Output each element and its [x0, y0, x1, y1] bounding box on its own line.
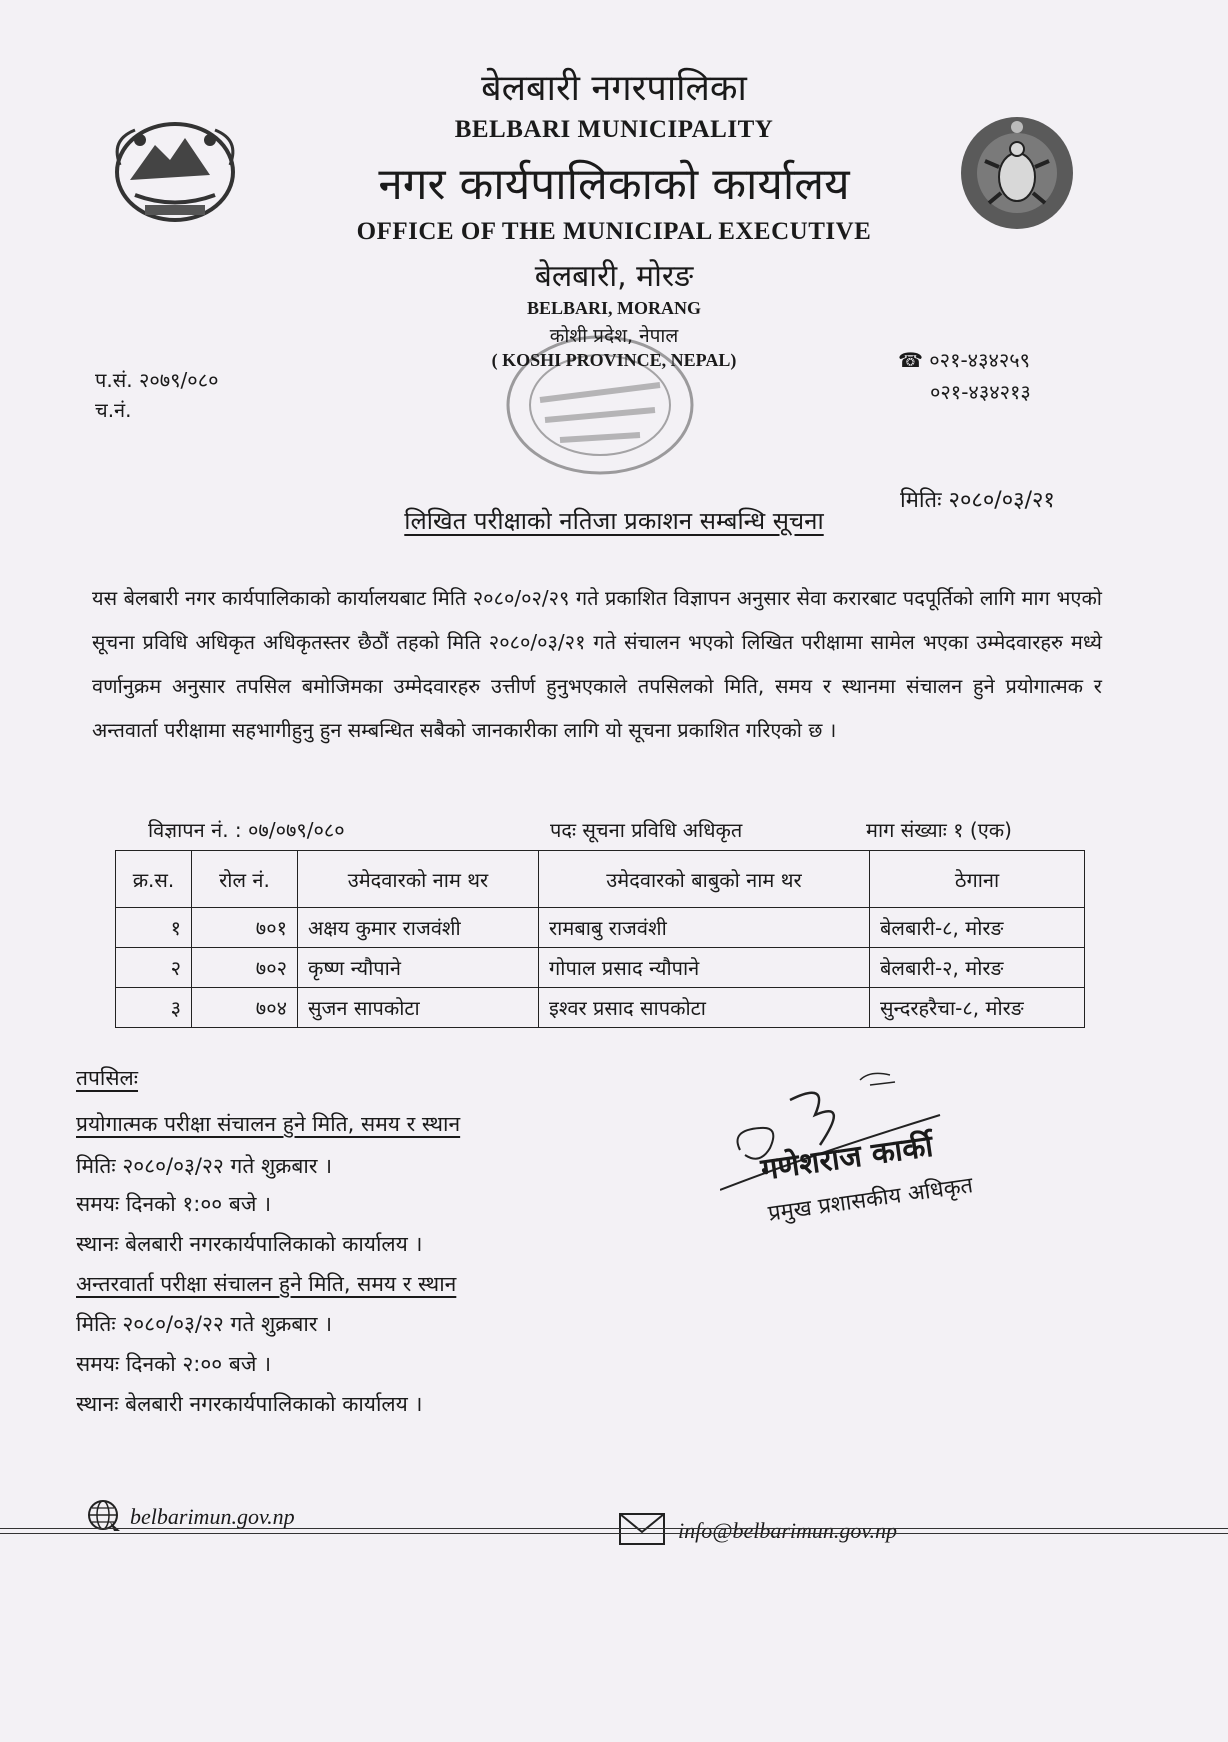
table-row	[116, 948, 1085, 988]
cell-serial: ३	[116, 988, 192, 1028]
office-name-en: OFFICE OF THE MUNICIPAL EXECUTIVE	[356, 218, 872, 245]
province-np: कोशी प्रदेश, नेपाल	[549, 325, 679, 347]
cell-father-name: गोपाल प्रसाद न्यौपाने	[539, 948, 870, 988]
cell-roll: ७०२	[192, 948, 298, 988]
interview-heading: अन्तरवार्ता परीक्षा संचालन हुने मिति, समय र स्थान	[76, 1272, 457, 1296]
cell-address: बेलबारी-८, मोरङ	[870, 908, 1085, 948]
reference-number: प.सं. २०७९/०८०	[95, 368, 219, 392]
signatory-title: प्रमुख प्रशासकीय अधिकृत	[766, 1173, 975, 1227]
cell-candidate-name: कृष्ण न्यौपाने	[298, 948, 539, 988]
practical-heading: प्रयोगात्मक परीक्षा संचालन हुने मिति, समय र स्थान	[76, 1112, 461, 1136]
table-header-row	[116, 851, 1085, 908]
col-roll: रोल नं.	[192, 851, 298, 908]
cell-father-name: इश्वर प्रसाद सापकोटा	[539, 988, 870, 1028]
col-serial: क्र.स.	[116, 851, 192, 908]
municipality-name-np: बेलबारी नगरपालिका	[481, 68, 747, 109]
col-address: ठेगाना	[870, 851, 1085, 908]
table-row	[116, 988, 1085, 1028]
col-candidate-name: उमेदवारको नाम थर	[298, 851, 539, 908]
email-link[interactable]: info@belbarimun.gov.np	[678, 1518, 898, 1543]
cell-address: बेलबारी-२, मोरङ	[870, 948, 1085, 988]
demand-count: माग संख्याः १ (एक)	[866, 818, 1012, 842]
dispatch-number: च.नं.	[95, 398, 132, 422]
details-heading: तपसिलः	[76, 1066, 139, 1090]
footer-divider	[0, 1528, 1228, 1529]
table-row	[116, 908, 1085, 948]
practical-place: स्थानः बेलबारी नगरकार्यपालिकाको कार्यालय ।	[76, 1232, 423, 1256]
interview-time: समयः दिनको २:०० बजे ।	[76, 1352, 272, 1376]
cell-roll: ७०१	[192, 908, 298, 948]
cell-serial: २	[116, 948, 192, 988]
cell-address: सुन्दरहरैचा-८, मोरङ	[870, 988, 1085, 1028]
notice-body: यस बेलबारी नगर कार्यपालिकाको कार्यालयबाट मिति २०८०/०२/२९ गते प्रकाशित विज्ञापन अनुसार सेवा करारबाट पदपूर्तिको लागि माग भएको सूचना प्रविधि अधिकृत अधिकृतस्तर छैठौं तहको मिति २०८०/०३/२१ गते संचालन भएको लिखित परीक्षामा सामेल भएका उम्मेदवारहरु मध्ये वर्णानुक्रम अनुसार तपसिल बमोजिमका उम्मेदवारहरु उत्तीर्ण हुनुभएकाले तपसिलको मिति, समय र स्थानमा संचालन हुने प्रयोगात्मक र अन्तवार्ता परीक्षामा सहभागीहुनु हुन सम्बन्धित सबैको जानकारीका लागि यो सूचना प्रकाशित गरिएको छ ।	[92, 586, 1102, 742]
place-en: BELBARI, MORANG	[526, 298, 701, 318]
office-name-np: नगर कार्यपालिकाको कार्यालय	[378, 159, 850, 210]
post-name: पदः सूचना प्रविधि अधिकृत	[550, 818, 743, 842]
interview-place: स्थानः बेलबारी नगरकार्यपालिकाको कार्यालय ।	[76, 1392, 423, 1416]
phone-number-1: ☎ ०२१-४३४२५९	[898, 348, 1031, 372]
footer-divider	[0, 1533, 1228, 1534]
cell-serial: १	[116, 908, 192, 948]
mail-icon	[618, 1512, 666, 1546]
cell-roll: ७०४	[192, 988, 298, 1028]
phone-number-2: ०२१-४३४२१३	[930, 380, 1031, 404]
cell-candidate-name: सुजन सापकोटा	[298, 988, 539, 1028]
col-father-name: उमेदवारको बाबुको नाम थर	[539, 851, 870, 908]
results-table	[115, 850, 1085, 1028]
signatory-name: गणेशराज कार्की	[758, 1128, 936, 1188]
cell-candidate-name: अक्षय कुमार राजवंशी	[298, 908, 539, 948]
notice-subject: लिखित परीक्षाको नतिजा प्रकाशन सम्बन्धि सूचना	[404, 507, 824, 535]
cell-father-name: रामबाबु राजवंशी	[539, 908, 870, 948]
advertisement-number: विज्ञापन नं. : ०७/०७९/०८०	[148, 818, 345, 842]
website-link[interactable]: belbarimun.gov.np	[130, 1504, 295, 1529]
notice-date: मितिः २०८०/०३/२१	[900, 488, 1055, 513]
province-en: ( KOSHI PROVINCE, NEPAL)	[491, 350, 737, 370]
municipality-name-en: BELBARI MUNICIPALITY	[454, 116, 774, 143]
practical-time: समयः दिनको १:०० बजे ।	[76, 1192, 272, 1216]
place-np: बेलबारी, मोरङ	[534, 259, 694, 294]
interview-date: मितिः २०८०/०३/२२ गते शुक्रबार ।	[76, 1312, 333, 1336]
practical-date: मितिः २०८०/०३/२२ गते शुक्रबार ।	[76, 1154, 333, 1178]
